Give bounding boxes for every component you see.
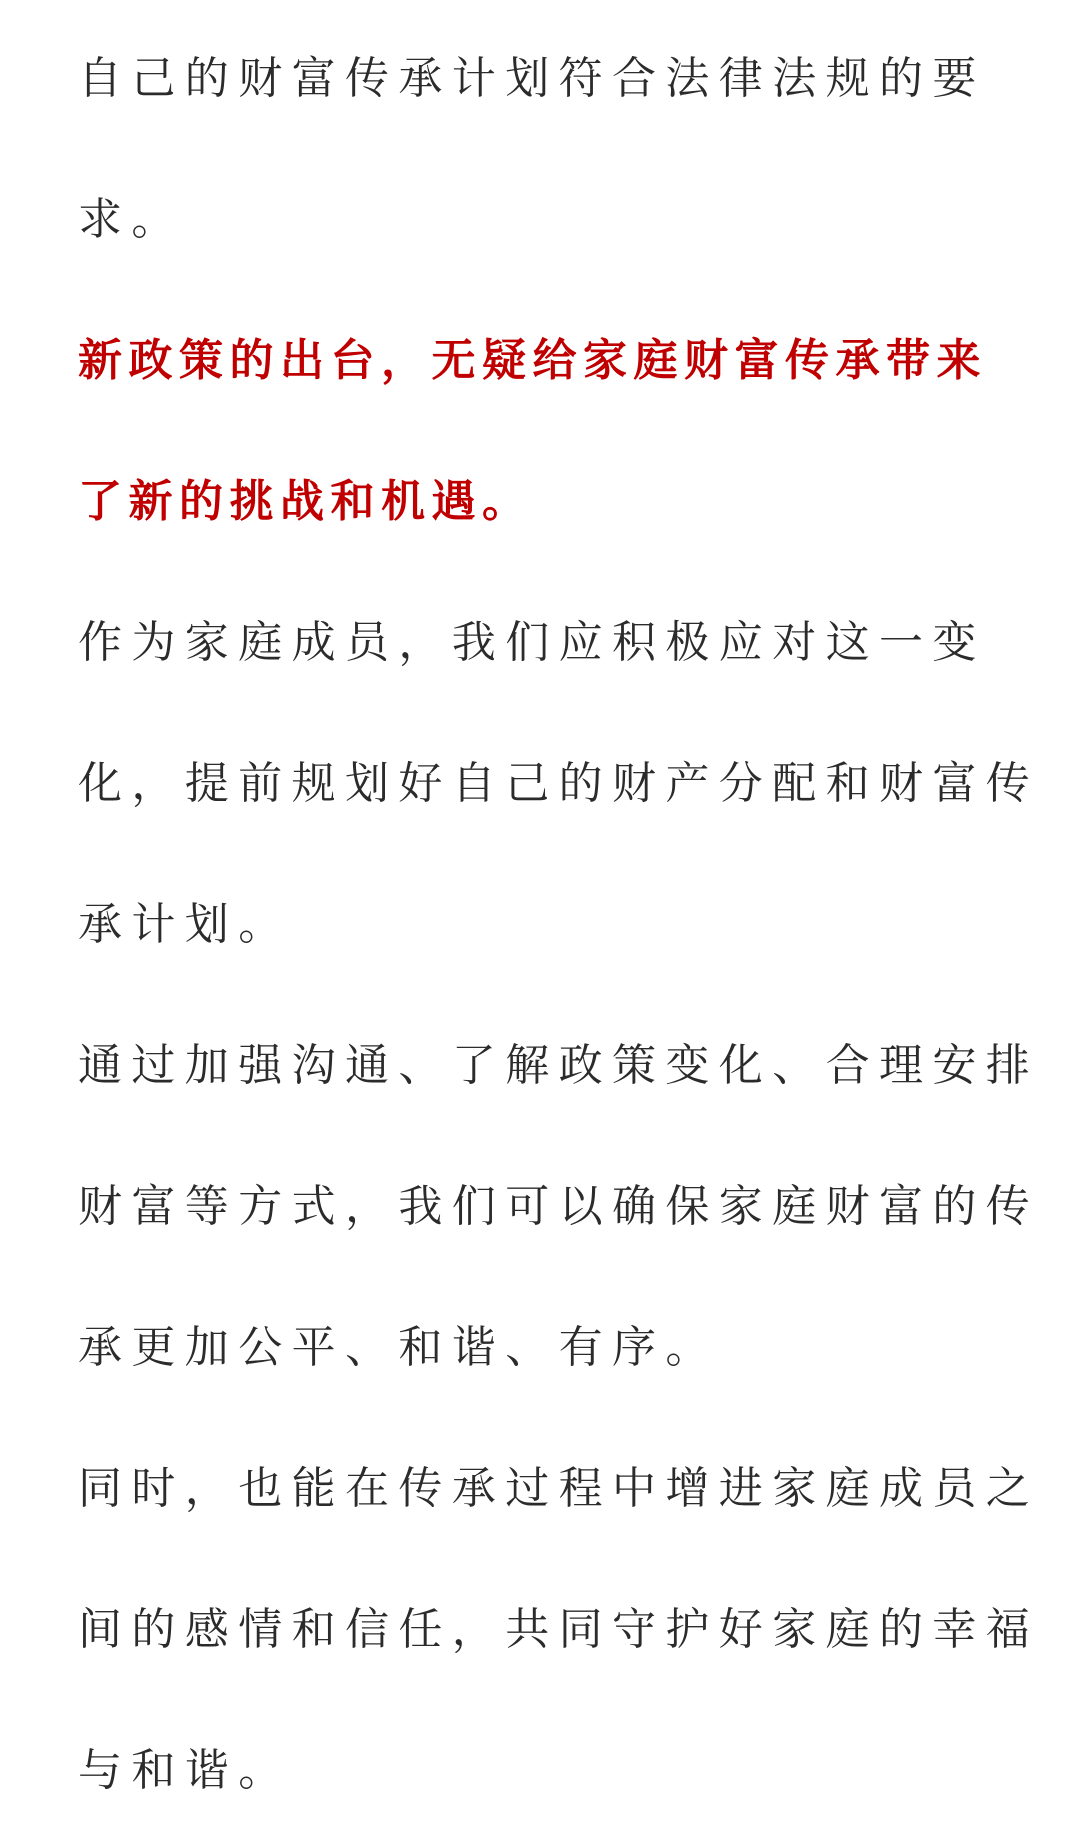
article-body [78,0,1040,1841]
highlighted-text-line: 新政策的出台，无疑给家庭财富传承带来 [78,335,987,386]
text-line: 承更加公平、和谐、有序。 [78,1322,719,1373]
text-line: 自己的财富传承计划符合法律法规的要 [78,53,986,104]
paragraph-family-response [78,572,1040,995]
paragraph-communication-methods [78,995,1040,1418]
text-line: 化，提前规划好自己的财产分配和财富传 [78,758,1040,809]
text-line: 间的感情和信任，共同守护好家庭的幸福 [78,1604,1040,1655]
text-line: 求。 [78,194,185,245]
text-line: 财富等方式，我们可以确保家庭财富的传 [78,1181,1040,1232]
highlighted-text-line: 了新的挑战和机遇。 [78,476,533,527]
paragraph-legal-requirements [78,8,1008,290]
text-line: 作为家庭成员，我们应积极应对这一变 [78,617,986,668]
paragraph-family-harmony [78,1418,1040,1841]
text-line: 与和谐。 [78,1745,292,1796]
paragraph-highlighted-policy [78,290,1008,572]
text-line: 承计划。 [78,899,292,950]
text-line: 通过加强沟通、了解政策变化、合理安排 [78,1040,1040,1091]
text-line: 同时，也能在传承过程中增进家庭成员之 [78,1463,1040,1514]
